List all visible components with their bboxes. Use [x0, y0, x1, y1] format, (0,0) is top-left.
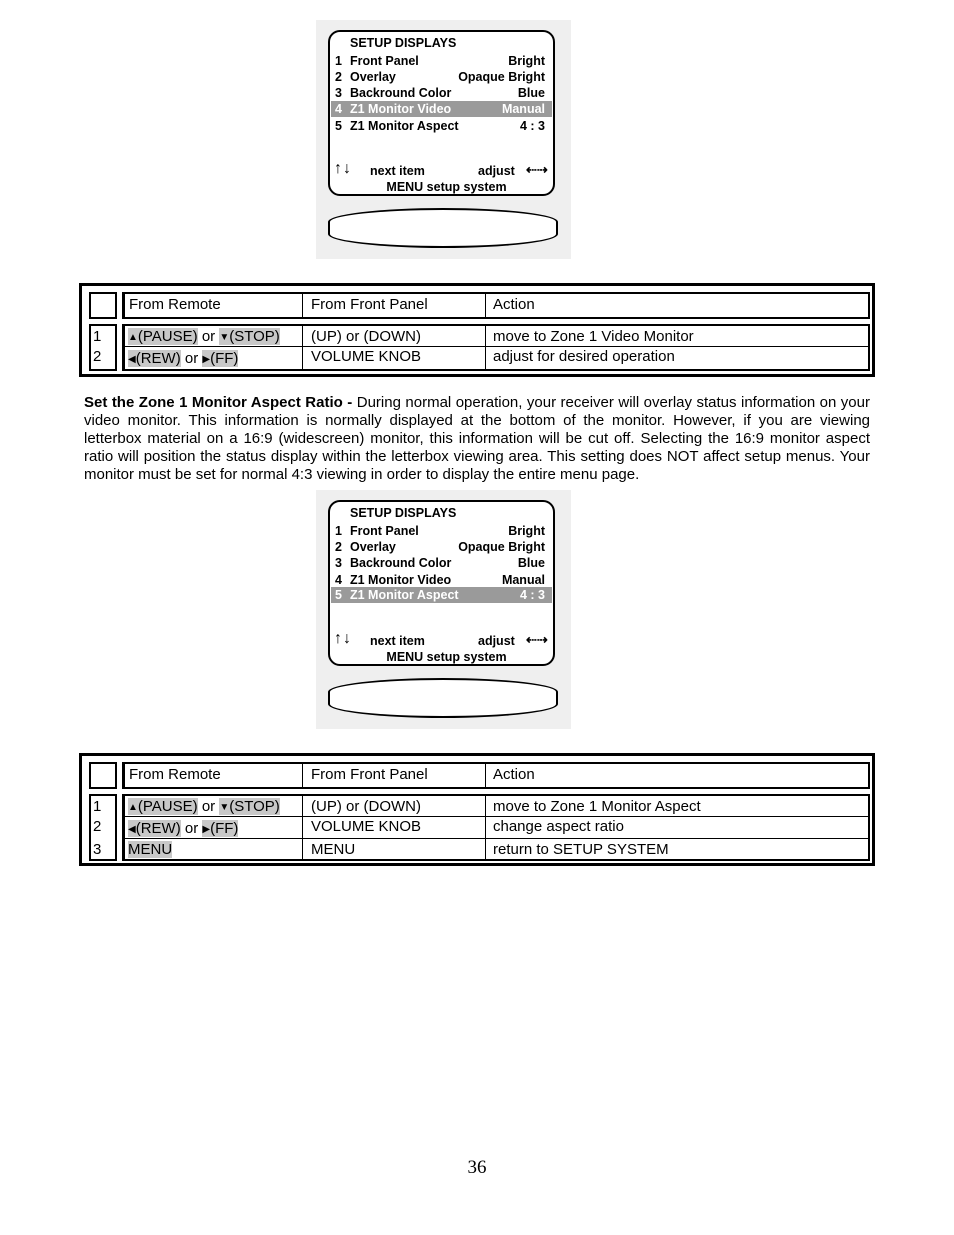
rew-key: ◀(REW) [128, 350, 181, 367]
osd-row-value: Manual [501, 102, 545, 116]
divider [302, 762, 303, 789]
osd-row [331, 539, 552, 555]
remote-cell [128, 798, 280, 817]
osd-row-label: Backround Color [350, 86, 452, 100]
col-header-action: Action [493, 766, 535, 783]
pause-key: ▲(PAUSE) [128, 328, 198, 345]
osd-menu-screenshot [316, 490, 571, 729]
or-text: or [184, 820, 199, 837]
osd-adjust: adjust [478, 634, 515, 648]
divider [485, 324, 486, 371]
osd-row-num: 4 [335, 573, 342, 587]
osd-row-value: Bright [508, 524, 545, 538]
stop-key: ▼(STOP) [219, 798, 280, 815]
action-cell: return to SETUP SYSTEM [493, 841, 669, 858]
step-number: 1 [93, 798, 102, 815]
osd-row-value: Blue [517, 556, 545, 570]
up-triangle-icon: ▲ [128, 332, 138, 343]
page-number: 36 [467, 1157, 487, 1178]
col-header-panel: From Front Panel [311, 766, 428, 783]
divider [485, 292, 486, 319]
divider [485, 762, 486, 789]
osd-row-label: Backround Color [350, 556, 452, 570]
paragraph-heading: Set the Zone 1 Monitor Aspect Ratio - [84, 394, 353, 411]
osd-row [331, 523, 552, 539]
osd-row-num: 5 [335, 588, 342, 602]
osd-next-item: next item [370, 164, 425, 178]
paragraph-body: During normal operation, your receiver will overlay status information on your video monitor. This information is normally displayed at the bottom of the monitor. However, if you are viewing letterbox material on a 16:9 (widescreen) monitor, this information will be cut off. Selecting the 16:9 monitor aspect ratio will position the status display within the letterbox viewing area. This setting does NOT affect setup menus. Your monitor must be set for normal 4:3 viewing in order to display the entire menu page. [84, 394, 870, 483]
stop-key: ▼(STOP) [219, 328, 280, 345]
osd-row-label: Overlay [350, 540, 396, 554]
osd-row-label: Front Panel [350, 524, 419, 538]
down-triangle-icon: ▼ [219, 802, 230, 813]
panel-cell: (UP) or (DOWN) [311, 328, 421, 345]
osd-row-label: Overlay [350, 70, 396, 84]
action-cell: move to Zone 1 Monitor Aspect [493, 798, 701, 815]
osd-row-num: 1 [335, 524, 342, 538]
osd-footer: MENU setup system [386, 180, 507, 194]
up-triangle-icon: ▲ [128, 802, 138, 813]
osd-row [331, 572, 552, 588]
step-number: 3 [93, 841, 102, 858]
panel-cell: MENU [311, 841, 356, 858]
left-triangle-icon: ◀ [128, 354, 136, 365]
remote-cell [128, 328, 280, 347]
osd-row-label: Z1 Monitor Aspect [350, 588, 459, 602]
body-paragraph [84, 394, 870, 484]
divider [302, 794, 303, 861]
osd-row-num: 3 [335, 556, 342, 570]
osd-title: SETUP DISPLAYS [350, 36, 457, 50]
osd-row-label: Z1 Monitor Video [350, 573, 452, 587]
divider [302, 324, 303, 371]
right-triangle-icon: ▶ [202, 824, 211, 835]
or-text: or [184, 350, 199, 367]
osd-row [331, 85, 552, 101]
action-cell: adjust for desired operation [493, 348, 675, 365]
step-number: 1 [93, 328, 102, 345]
rew-key: ◀(REW) [128, 820, 181, 837]
osd-row-value: 4 : 3 [519, 119, 545, 133]
osd-status-bar [328, 678, 558, 718]
up-down-arrows-icon: ↑↓ [334, 160, 352, 177]
panel-cell: VOLUME KNOB [311, 348, 422, 365]
step-number: 2 [93, 818, 102, 835]
osd-adjust: adjust [478, 164, 515, 178]
osd-row [331, 53, 552, 69]
left-right-arrows-icon: ⇠⇢ [526, 162, 548, 177]
ff-key: ▶(FF) [202, 820, 239, 837]
osd-row-label: Front Panel [350, 54, 419, 68]
step-number: 2 [93, 348, 102, 365]
osd-row [331, 555, 552, 571]
right-triangle-icon: ▶ [202, 354, 211, 365]
col-header-action: Action [493, 296, 535, 313]
osd-row-value: 4 : 3 [519, 588, 545, 602]
menu-key: MENU [128, 841, 173, 858]
ff-key: ▶(FF) [202, 350, 239, 367]
pause-key: ▲(PAUSE) [128, 798, 198, 815]
osd-row-highlighted [331, 101, 552, 117]
up-down-arrows-icon: ↑↓ [334, 630, 352, 647]
down-triangle-icon: ▼ [219, 332, 230, 343]
instruction-table [79, 753, 875, 866]
action-cell: change aspect ratio [493, 818, 624, 835]
osd-row-value: Opaque Bright [458, 70, 545, 84]
remote-cell [128, 350, 238, 369]
divider [302, 292, 303, 319]
osd-row-num: 4 [335, 102, 342, 116]
osd-row-num: 2 [335, 70, 342, 84]
left-triangle-icon: ◀ [128, 824, 136, 835]
osd-row-num: 2 [335, 540, 342, 554]
osd-row-value: Opaque Bright [458, 540, 545, 554]
osd-row [331, 69, 552, 85]
header-step-box [89, 762, 117, 789]
osd-screen [328, 30, 555, 196]
osd-row-value: Manual [501, 573, 545, 587]
col-header-remote: From Remote [129, 766, 221, 783]
osd-row-num: 3 [335, 86, 342, 100]
or-text: or [201, 798, 216, 815]
remote-cell [128, 841, 172, 859]
osd-title: SETUP DISPLAYS [350, 506, 457, 520]
divider [485, 794, 486, 861]
col-header-remote: From Remote [129, 296, 221, 313]
left-right-arrows-icon: ⇠⇢ [526, 632, 548, 647]
osd-row-value: Blue [517, 86, 545, 100]
osd-row-value: Bright [508, 54, 545, 68]
osd-screen [328, 500, 555, 666]
osd-row-label: Z1 Monitor Aspect [350, 119, 459, 133]
osd-row-label: Z1 Monitor Video [350, 102, 452, 116]
panel-cell: VOLUME KNOB [311, 818, 422, 835]
osd-status-bar [328, 208, 558, 248]
osd-menu-screenshot [316, 20, 571, 259]
remote-cell [128, 820, 238, 839]
panel-cell: (UP) or (DOWN) [311, 798, 421, 815]
or-text: or [201, 328, 216, 345]
osd-row [331, 118, 552, 134]
osd-next-item: next item [370, 634, 425, 648]
action-cell: move to Zone 1 Video Monitor [493, 328, 694, 345]
osd-row-num: 5 [335, 119, 342, 133]
instruction-table [79, 283, 875, 377]
osd-row-highlighted [331, 587, 552, 603]
header-step-box [89, 292, 117, 319]
osd-footer: MENU setup system [386, 650, 507, 664]
osd-row-num: 1 [335, 54, 342, 68]
col-header-panel: From Front Panel [311, 296, 428, 313]
